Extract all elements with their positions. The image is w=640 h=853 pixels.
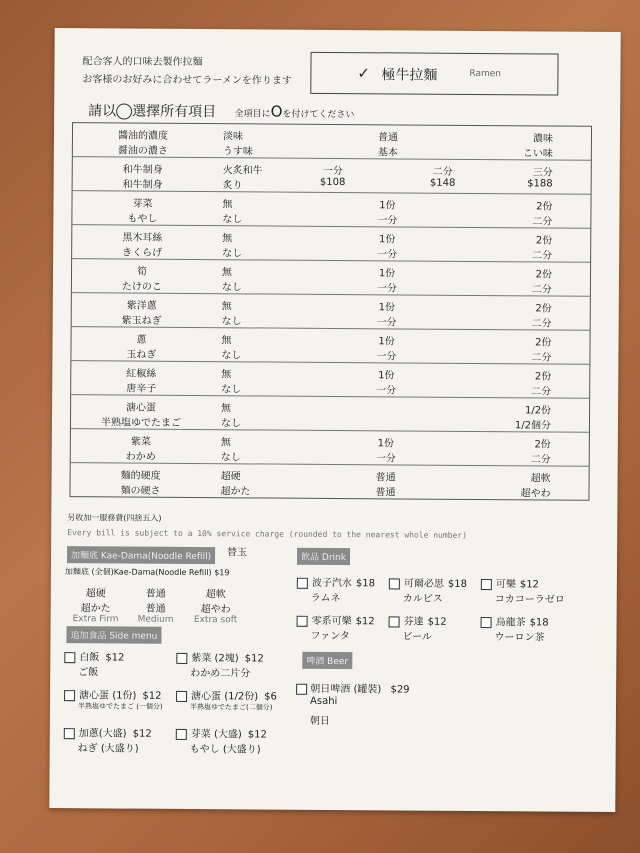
option-row[interactable]	[72, 191, 590, 229]
option-choice-zh[interactable]: 淡味	[222, 131, 244, 143]
service-en: Every bill is subject to a 10% service charge (rounded to the nearest whole number)	[67, 528, 467, 540]
option-choice-zh[interactable]: 1份	[378, 268, 396, 280]
ramen-name-box	[310, 52, 558, 96]
option-choice-zh[interactable]: 無	[221, 301, 232, 313]
option-choice-jp[interactable]: なし	[221, 316, 242, 328]
option-label-jp: わかめ	[125, 451, 156, 463]
option-choice-jp[interactable]: 二分	[532, 250, 553, 262]
option-choice-jp[interactable]: 普通	[375, 487, 396, 499]
option-choice-zh[interactable]: 無	[220, 437, 231, 449]
beer-item[interactable]: 朝日啤酒 (罐裝) $29	[296, 680, 410, 696]
beer-section-label: 啤酒 Beer	[302, 652, 352, 669]
drink-item[interactable]	[480, 613, 548, 643]
option-choice-jp[interactable]: なし	[220, 418, 242, 430]
drink-item-jp: ファンタ	[310, 630, 350, 643]
option-row[interactable]	[73, 123, 591, 161]
option-row[interactable]	[73, 157, 591, 195]
option-label-jp: もやし	[127, 213, 158, 225]
option-choice-jp[interactable]: 二分	[531, 386, 552, 398]
option-label-jp: 紫玉ねぎ	[121, 315, 162, 327]
option-choice-zh[interactable]: 2份	[535, 337, 552, 349]
side-section-label: 追加食品 Side menu	[66, 626, 161, 644]
instruction-heading	[88, 100, 354, 122]
option-label-zh: 紅椒絲	[126, 368, 157, 380]
option-row[interactable]	[72, 259, 590, 297]
option-row[interactable]	[71, 429, 589, 467]
side-item[interactable]	[176, 725, 267, 756]
side-item-zh: 紫菜 (2塊)	[191, 653, 239, 665]
checkbox[interactable]	[389, 616, 400, 627]
side-item-price: $12	[244, 653, 264, 665]
option-choice-jp[interactable]: うす味	[222, 146, 253, 158]
option-label-jp: 半熟塩ゆでたまご	[100, 417, 182, 429]
option-label-zh: 黑木耳絲	[122, 232, 163, 244]
option-choice-jp[interactable]: 一分	[376, 351, 397, 363]
side-item-jp: ねぎ (大盛り)	[77, 743, 139, 755]
side-item[interactable]	[64, 648, 124, 678]
option-label-zh: 蔥	[136, 334, 147, 346]
ramen-name: 極牛拉麵	[381, 67, 438, 84]
option-choice-zh[interactable]: 無	[221, 403, 232, 415]
option-choice-zh[interactable]: 無	[222, 233, 233, 245]
option-choice-zh[interactable]: 三分	[532, 167, 553, 179]
option-choice-zh[interactable]: 二分	[432, 166, 453, 178]
side-item-zh: 芽菜 (大盛)	[190, 729, 242, 741]
drink-item-price: $12	[427, 616, 447, 628]
option-label-jp: たけのこ	[121, 281, 162, 293]
noodle-option-en: Extra Firm	[72, 614, 119, 625]
noodle-option-en: Medium	[137, 614, 174, 625]
checkbox[interactable]	[176, 728, 187, 739]
option-choice-jp[interactable]: 炙り	[222, 180, 243, 192]
check-mark-icon: ✓	[357, 64, 371, 83]
checkbox[interactable]	[296, 683, 307, 694]
option-choice-jp[interactable]: なし	[222, 248, 243, 260]
option-choice-jp[interactable]: 一分	[376, 283, 397, 295]
beer-jp: 朝日	[309, 715, 330, 727]
side-item-price: $12	[142, 690, 162, 702]
instruction-a: 請以	[88, 103, 117, 120]
header-line2: お客様のお好みに合わせてラーメンを作ります	[82, 74, 292, 87]
side-item-price: $6	[264, 691, 277, 703]
checkbox[interactable]	[64, 652, 75, 663]
option-choice-zh[interactable]: 普通	[375, 472, 396, 484]
option-choice-zh[interactable]: 無	[221, 267, 233, 279]
side-item-jp: わかめ二片分	[190, 667, 251, 680]
option-choice-jp[interactable]: 一分	[377, 215, 398, 227]
drink-item-zh: 可爾必思	[403, 578, 444, 590]
instruction-b: 選擇所有項目	[132, 103, 217, 121]
option-choice-jp[interactable]: 一分	[376, 317, 397, 329]
order-sheet	[49, 28, 620, 812]
drink-section-label: 飲品 Drink	[297, 548, 350, 565]
drink-item[interactable]	[481, 575, 565, 606]
option-choice-zh[interactable]: 無	[222, 199, 233, 211]
option-choice-jp[interactable]: 二分	[531, 352, 552, 364]
option-choice-jp[interactable]: 二分	[532, 216, 553, 228]
option-choice-zh[interactable]: 無	[221, 335, 232, 347]
option-row[interactable]	[71, 327, 589, 365]
drink-item-jp: ラムネ	[310, 592, 341, 605]
checkbox[interactable]	[481, 617, 492, 628]
side-item[interactable]	[64, 686, 163, 712]
instruction-sub: 全項目にOを付けてください	[234, 102, 355, 121]
drink-item[interactable]	[297, 574, 375, 605]
beer-en: Asahi	[309, 695, 338, 708]
drink-item-price: $18	[529, 617, 549, 629]
option-choice-zh[interactable]: 2份	[535, 269, 553, 281]
side-item[interactable]	[176, 649, 264, 680]
option-choice-jp[interactable]: 基本	[377, 147, 398, 159]
option-choice-jp[interactable]: $148	[429, 177, 456, 189]
service-zh: 另收加一服務費(四捨五入)	[67, 513, 162, 523]
option-choice-zh[interactable]: 1份	[378, 336, 395, 348]
option-label-zh: 麵的硬度	[120, 470, 161, 482]
noodle-option-zh: 普通	[145, 588, 166, 600]
side-item-jp: 半熟塩ゆでたまご (一個分)	[77, 702, 163, 711]
checkbox[interactable]	[176, 652, 187, 663]
side-item-zh: 溏心蛋 (1份)	[79, 690, 137, 702]
drink-item[interactable]	[389, 574, 467, 605]
side-item-jp: 半熟塩ゆでたまご(二個分)	[189, 702, 273, 712]
option-choice-jp[interactable]: 一分	[376, 385, 397, 397]
side-item-zh: 白飯	[79, 652, 100, 664]
drink-item-price: $18	[355, 578, 375, 590]
side-item[interactable]	[64, 724, 152, 755]
option-choice-zh[interactable]: 1/2份	[524, 405, 552, 417]
checkbox[interactable]	[297, 615, 308, 626]
option-choice-jp[interactable]: 超やわ	[520, 488, 551, 500]
checkbox[interactable]	[297, 577, 308, 588]
option-choice-zh[interactable]: 一分	[322, 165, 343, 178]
option-row[interactable]	[72, 225, 590, 263]
side-item-jp: ご飯	[78, 667, 99, 679]
drink-item-zh: 烏龍茶	[495, 617, 526, 629]
drink-item-jp: ウーロン茶	[494, 632, 545, 644]
option-choice-zh[interactable]: 普通	[377, 132, 399, 144]
option-choice-jp[interactable]: $108	[319, 176, 346, 189]
option-label-jp: きくらげ	[122, 247, 163, 259]
noodle-option[interactable]	[125, 585, 187, 625]
option-choice-zh[interactable]: 2份	[535, 235, 553, 247]
drink-item-price: $12	[519, 579, 539, 591]
noodle-option-zh: 超硬	[85, 588, 106, 600]
option-choice-jp[interactable]: 超かた	[220, 486, 251, 498]
drink-item-price: $18	[447, 578, 467, 590]
option-choice-jp[interactable]: 二分	[531, 318, 552, 330]
option-choice-zh[interactable]: 2份	[536, 201, 553, 213]
noodle-title: 替玉	[227, 547, 248, 559]
option-choice-jp[interactable]: $188	[527, 178, 553, 190]
drink-item[interactable]	[388, 612, 446, 642]
option-choice-zh[interactable]: 濃味	[532, 133, 554, 145]
option-choice-jp[interactable]: こい味	[522, 148, 553, 160]
drink-item-zh: 波子汽水	[311, 577, 352, 590]
checkbox[interactable]	[64, 690, 75, 701]
option-choice-jp[interactable]: なし	[221, 282, 242, 294]
option-label-zh: 芽菜	[132, 198, 153, 210]
option-choice-zh[interactable]: 無	[221, 369, 232, 381]
drink-item-zh: 芬達	[403, 616, 424, 628]
option-choice-jp[interactable]: 二分	[530, 454, 551, 466]
option-label-zh: 醬油的濃度	[117, 130, 169, 142]
drink-item-price: $12	[355, 616, 375, 628]
option-label-zh: 筍	[136, 266, 148, 278]
noodle-option-jp: 超かた	[80, 603, 111, 615]
drink-item-jp: カルピス	[402, 593, 443, 605]
option-label-zh: 紫洋蔥	[126, 300, 157, 312]
circle-icon	[116, 103, 132, 119]
option-choice-zh[interactable]: 1份	[378, 370, 395, 382]
drink-item-zh: 可樂	[495, 579, 516, 591]
option-choice-jp[interactable]: なし	[222, 214, 243, 226]
option-choice-zh[interactable]: 超軟	[530, 473, 551, 485]
checkbox[interactable]	[481, 579, 492, 590]
option-choice-jp[interactable]: なし	[220, 452, 241, 464]
noodle-option[interactable]	[185, 585, 247, 625]
option-label-jp: 醤油の濃さ	[117, 145, 168, 157]
header-line1: 配合客人的口味去製作拉麵	[82, 56, 203, 69]
drink-item[interactable]	[296, 612, 374, 643]
option-label-jp: 和牛制身	[122, 179, 163, 191]
option-row[interactable]	[71, 395, 589, 433]
side-item[interactable]	[176, 687, 277, 713]
noodle-option-jp: 超やわ	[200, 604, 231, 616]
option-choice-zh[interactable]: 2份	[535, 303, 552, 315]
option-choice-zh[interactable]: 1份	[378, 302, 396, 314]
noodle-option-zh: 超軟	[205, 589, 226, 601]
noodle-section-label: 加麵底 Kae-Dama(Noodle Refill)	[67, 546, 215, 564]
side-item-zh: 加蔥(大盛)	[78, 728, 127, 740]
noodle-item: 加麵底 (全個)Kae-Dama(Noodle Refill) $19	[64, 567, 230, 578]
option-choice-zh[interactable]: 1份	[379, 234, 396, 246]
drink-item-jp: コカコーラゼロ	[494, 594, 565, 606]
option-choice-zh[interactable]: 2份	[534, 371, 552, 383]
option-label-jp: 唐辛子	[126, 383, 157, 395]
noodle-option-en: Extra soft	[193, 615, 238, 626]
option-row[interactable]	[70, 463, 588, 500]
side-item-jp: もやし (大盛り)	[189, 743, 261, 756]
side-item-price: $12	[132, 728, 152, 740]
option-label-jp: 麺の硬さ	[120, 485, 161, 497]
checkbox[interactable]	[176, 690, 187, 701]
option-label-zh: 溏心蛋	[126, 402, 157, 414]
option-choice-jp[interactable]: 1/2個分	[514, 420, 552, 432]
option-choice-jp[interactable]: 一分	[377, 249, 398, 261]
noodle-options	[65, 584, 265, 626]
option-choice-zh[interactable]: 火炙和牛	[222, 165, 263, 177]
side-item-price: $12	[247, 729, 267, 741]
option-choice-zh[interactable]: 1份	[379, 200, 396, 212]
option-choice-jp[interactable]: 二分	[531, 284, 552, 296]
option-choice-zh[interactable]: 超硬	[220, 471, 241, 483]
option-row[interactable]	[72, 293, 590, 331]
noodle-option-jp: 普通	[145, 603, 166, 615]
option-label-jp: 玉ねぎ	[126, 349, 157, 361]
options-table	[69, 122, 592, 501]
checkbox[interactable]	[389, 578, 400, 589]
ramen-english: Ramen	[469, 68, 502, 80]
noodle-option[interactable]	[65, 584, 127, 624]
option-choice-jp[interactable]: 一分	[375, 453, 396, 465]
drink-item-jp: ビール	[402, 631, 432, 643]
option-choice-zh[interactable]: 2份	[534, 439, 551, 451]
option-row[interactable]	[71, 361, 589, 399]
checkbox[interactable]	[64, 728, 75, 739]
option-choice-jp[interactable]: なし	[221, 350, 242, 362]
option-label-zh: 和牛制身	[122, 164, 163, 176]
drink-item-zh: 零系可樂	[311, 615, 352, 628]
side-item-price: $12	[105, 652, 125, 664]
option-choice-jp[interactable]: なし	[221, 384, 242, 396]
option-label-zh: 紫菜	[130, 436, 151, 448]
option-choice-zh[interactable]: 1份	[377, 438, 395, 450]
side-item-zh: 溏心蛋 (1/2份)	[191, 691, 259, 703]
